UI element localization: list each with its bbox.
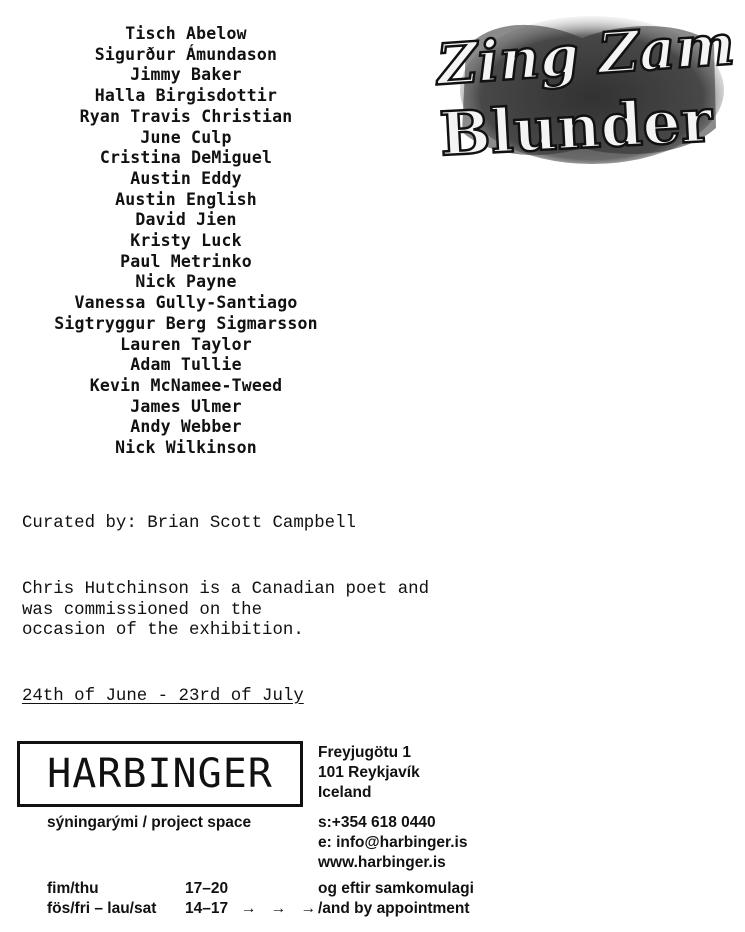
artist-name: Jimmy Baker	[130, 65, 242, 85]
gallery-contact	[318, 813, 467, 873]
artist-name: June Culp	[140, 127, 232, 147]
logo-line-2: Blunder	[438, 85, 714, 171]
exhibition-logo	[434, 8, 737, 171]
artist-name: David Jien	[135, 210, 237, 230]
artist-name: Austin Eddy	[130, 168, 242, 188]
logo-line-1: Zing Zam	[434, 11, 737, 99]
gallery-logo-box	[17, 741, 303, 807]
artist-name: Lauren Taylor	[120, 334, 252, 354]
arrow-icon: → → →	[241, 900, 322, 917]
contact-email: e: info@harbinger.is	[318, 834, 468, 851]
artist-name: Tisch Abelow	[125, 24, 247, 43]
artist-name: Andy Webber	[130, 417, 242, 437]
exhibition-dates: 24th of June - 23rd of July	[22, 687, 304, 706]
artist-list	[0, 24, 372, 459]
artist-name: Nick Wilkinson	[115, 438, 257, 458]
artist-name: Halla Birgisdottir	[94, 86, 278, 106]
address-city: 101 Reykjavík	[318, 764, 420, 781]
artist-name: Sigtryggur Berg Sigmarsson	[54, 313, 318, 333]
hours-time: 17–20	[185, 880, 229, 897]
artist-name: Ryan Travis Christian	[79, 106, 293, 126]
gallery-name: HARBINGER	[47, 751, 273, 797]
hours-row	[47, 899, 321, 919]
artist-name: James Ulmer	[130, 396, 242, 416]
artist-name: Paul Metrinko	[120, 251, 252, 271]
contact-phone: s:+354 618 0440	[318, 814, 436, 831]
hours-days: fim/thu	[47, 880, 99, 897]
gallery-address	[318, 743, 420, 803]
poet-note	[22, 580, 429, 642]
address-street: Freyjugötu 1	[318, 744, 412, 761]
artist-name: Vanessa Gully-Santiago	[74, 293, 298, 313]
hours-time: 14–17	[185, 900, 229, 917]
appointment-line: og eftir samkomulagi	[318, 880, 474, 897]
poet-note-line: was commissioned on the	[22, 600, 263, 620]
artist-name: Kevin McNamee-Tweed	[89, 375, 283, 395]
appointment-note	[318, 879, 474, 919]
gallery-tagline: sýningarými / project space	[47, 814, 252, 831]
artist-name: Kristy Luck	[130, 231, 242, 251]
contact-website: www.harbinger.is	[318, 854, 446, 871]
opening-hours	[47, 879, 321, 919]
artist-name: Austin English	[115, 189, 257, 209]
poet-note-line: occasion of the exhibition.	[22, 621, 304, 640]
appointment-line: /and by appointment	[318, 900, 470, 917]
poet-note-line: Chris Hutchinson is a Canadian poet and	[22, 580, 430, 599]
artist-name: Adam Tullie	[130, 355, 242, 375]
artist-name: Nick Payne	[135, 272, 237, 292]
address-country: Iceland	[318, 784, 372, 801]
curator-credit: Curated by: Brian Scott Campbell	[22, 514, 356, 533]
hours-days: fös/fri – lau/sat	[47, 900, 157, 917]
artist-name: Cristina DeMiguel	[99, 148, 273, 168]
hours-row	[47, 879, 321, 899]
artist-name: Sigurður Ámundason	[94, 44, 278, 64]
